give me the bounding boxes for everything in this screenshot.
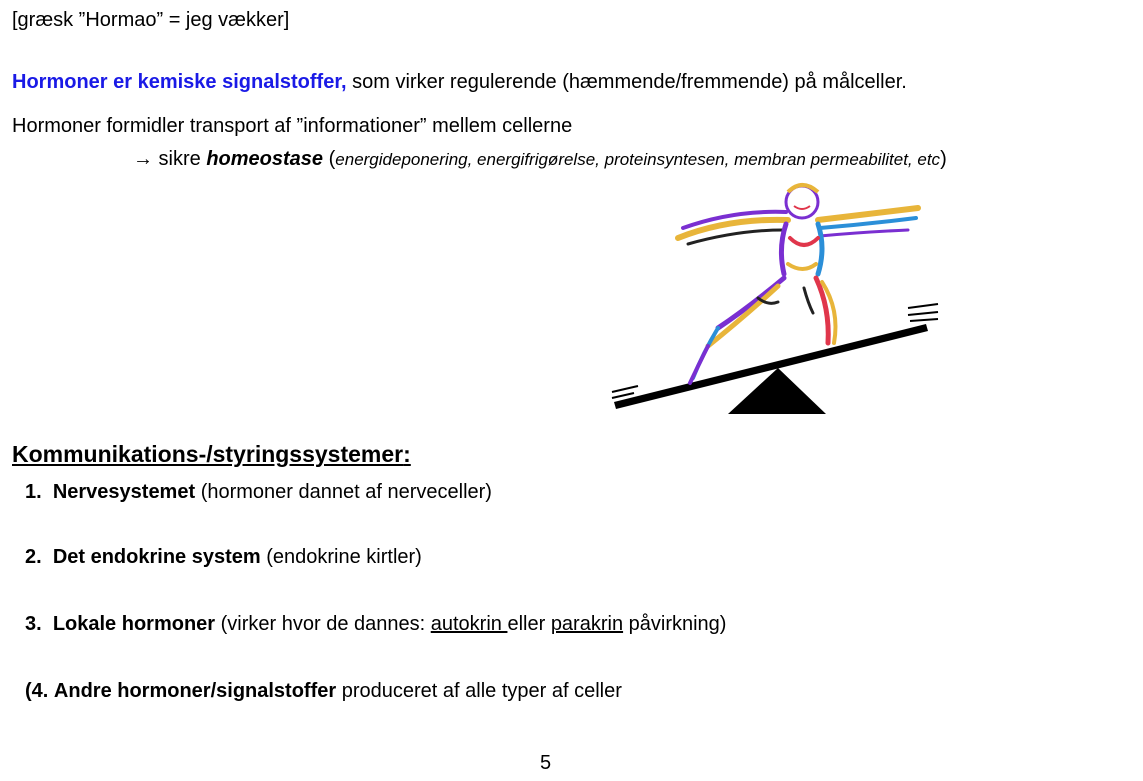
figure-head <box>786 185 818 218</box>
list-desc-a: (virker hvor de dannes: <box>215 613 431 635</box>
list-item-3 <box>25 612 726 636</box>
autokrin-term: autokrin <box>430 613 508 635</box>
list-title: Lokale hormoner <box>52 613 216 635</box>
hormone-definition <box>12 70 907 94</box>
definition-bold: Hormoner er kemiske signalstoffer, <box>12 71 347 93</box>
list-item-2 <box>25 545 422 569</box>
figure-torso <box>781 224 822 274</box>
homeostasis-prefix: sikre <box>153 148 207 170</box>
list-item-4 <box>25 679 622 703</box>
list-item-1 <box>25 480 492 504</box>
list-number: 2. <box>25 546 42 568</box>
section-heading-colon: : <box>403 441 411 467</box>
list-desc-b: eller <box>507 613 551 635</box>
figure-arms <box>678 208 918 244</box>
list-number: (4. <box>25 680 49 702</box>
parakrin-term: parakrin <box>550 613 624 635</box>
list-desc: (hormoner dannet af nerveceller) <box>195 481 492 503</box>
homeostasis-line <box>133 147 947 172</box>
section-heading <box>12 440 411 468</box>
homeostasis-term: homeostase <box>206 148 324 170</box>
list-number: 3. <box>25 613 42 635</box>
transport-line: Hormoner formidler transport af ”informationer” mellem cellerne <box>12 115 573 137</box>
greek-etymology-note: [græsk ”Hormao” = jeg vækker] <box>12 9 290 31</box>
arrow-icon: → <box>133 148 153 170</box>
page-number: 5 <box>540 752 552 774</box>
list-title: Nervesystemet <box>52 481 196 503</box>
list-title: Det endokrine system <box>52 546 261 568</box>
paren-close: ) <box>940 148 947 170</box>
list-desc: (endokrine kirtler) <box>260 546 422 568</box>
definition-rest: som virker regulerende (hæmmende/fremmende) på målceller. <box>346 71 907 93</box>
list-desc-c: påvirkning) <box>623 613 727 635</box>
balancing-figure-illustration <box>608 178 943 418</box>
paren-open: ( <box>323 148 336 170</box>
list-number: 1. <box>25 481 42 503</box>
list-desc: produceret af alle typer af celler <box>336 680 622 702</box>
list-title: Andre hormoner/signalstoffer <box>53 680 337 702</box>
section-heading-text: Kommunikations-/styringssystemer <box>12 441 404 467</box>
homeostasis-examples: energideponering, energifrigørelse, proteinsyntesen, membran permeabilitet, etc <box>335 150 941 169</box>
